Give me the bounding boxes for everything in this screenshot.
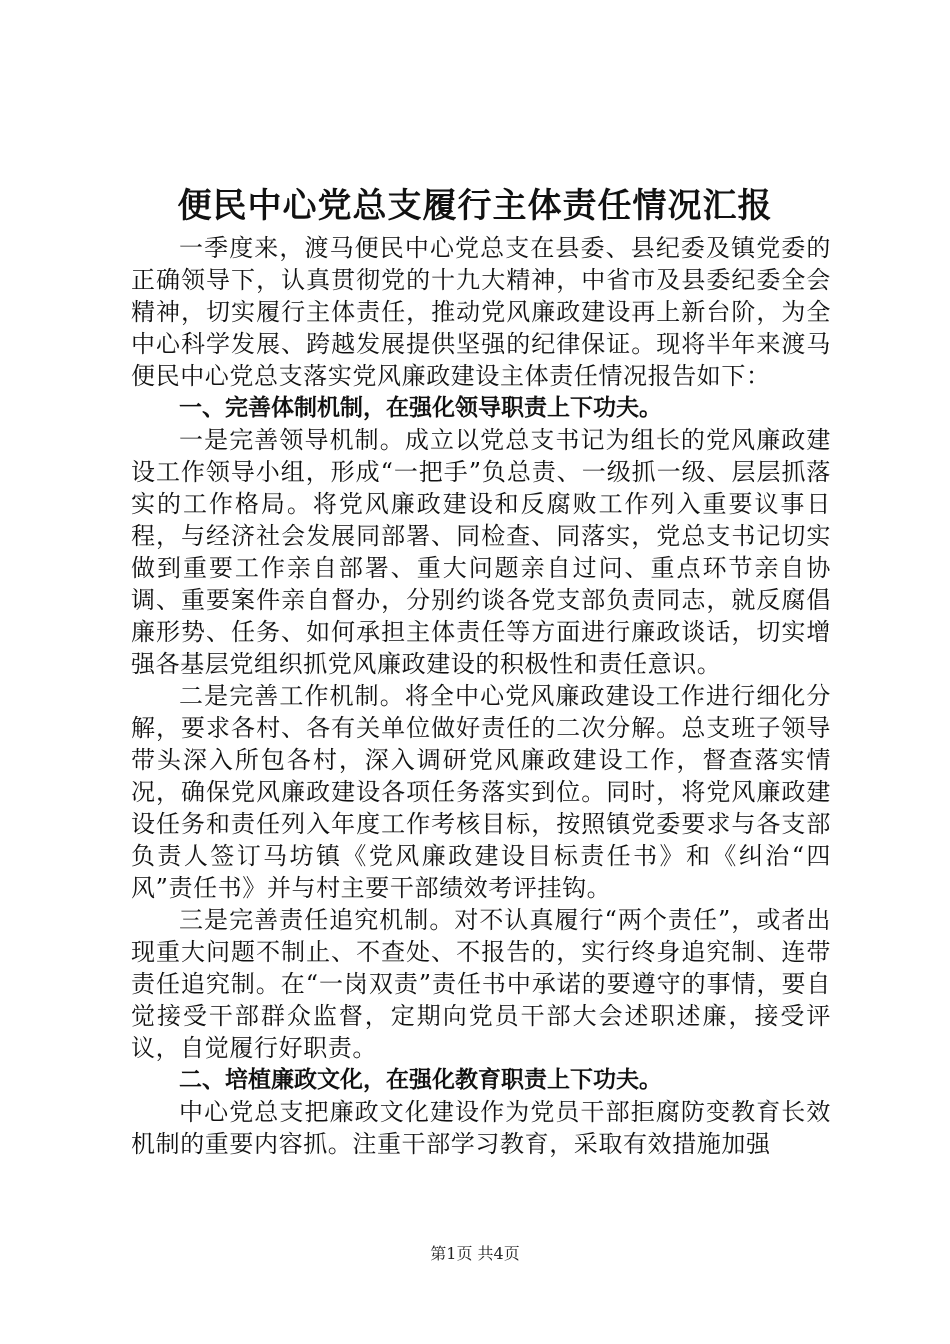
document-title: 便民中心党总支履行主体责任情况汇报: [177, 186, 773, 226]
section-2-paragraph-1: 中心党总支把廉政文化建设作为党员干部拒腐防变教育长效机制的重要内容抓。注重干部学习教育，采取有效措施加强: [131, 1098, 831, 1158]
page-footer: 第1页 共4页: [430, 1244, 520, 1263]
document-body: [131, 232, 831, 1160]
section-1-paragraph-2: 二是完善工作机制。将全中心党风廉政建设工作进行细化分解，要求各村、各有关单位做好责任的二次分解。总支班子领导带头深入所包各村，深入调研党风廉政建设工作，督查落实情况，确保党风廉政建设各项任务落实到位。同时，将党风廉政建设任务和责任列入年度工作考核目标，按照镇党委要求与各支部负责人签订马坊镇《党风廉政建设目标责任书》和《纠治“四风”责任书》并与村主要干部绩效考评挂钩。: [131, 682, 831, 902]
intro-paragraph: 一季度来，渡马便民中心党总支在县委、县纪委及镇党委的正确领导下，认真贯彻党的十九大精神，中省市及县委纪委全会精神，切实履行主体责任，推动党风廉政建设再上新台阶，为全中心科学发展、跨越发展提供坚强的纪律保证。现将半年来渡马便民中心党总支落实党风廉政建设主体责任情况报告如下：: [131, 234, 831, 390]
section-2-heading: 二、培植廉政文化，在强化教育职责上下功夫。: [179, 1067, 662, 1093]
section-1-paragraph-1: 一是完善领导机制。成立以党总支书记为组长的党风廉政建设工作领导小组，形成“一把手”负总责、一级抓一级、层层抓落实的工作格局。将党风廉政建设和反腐败工作列入重要议事日程，与经济社会发展同部署、同检查、同落实，党总支书记切实做到重要工作亲自部署、重大问题亲自过问、重点环节亲自协调、重要案件亲自督办，分别约谈各党支部负责同志，就反腐倡廉形势、任务、如何承担主体责任等方面进行廉政谈话，切实增强各基层党组织抓党风廉政建设的积极性和责任意识。: [131, 426, 831, 678]
section-1-heading: 一、完善体制机制，在强化领导职责上下功夫。: [179, 395, 662, 421]
section-1-paragraph-3: 三是完善责任追究机制。对不认真履行“两个责任”，或者出现重大问题不制止、不查处、不报告的，实行终身追究制、连带责任追究制。在“一岗双责”责任书中承诺的要遵守的事情，要自觉接受干部群众监督，定期向党员干部大会述职述廉，接受评议，自觉履行好职责。: [131, 906, 831, 1062]
